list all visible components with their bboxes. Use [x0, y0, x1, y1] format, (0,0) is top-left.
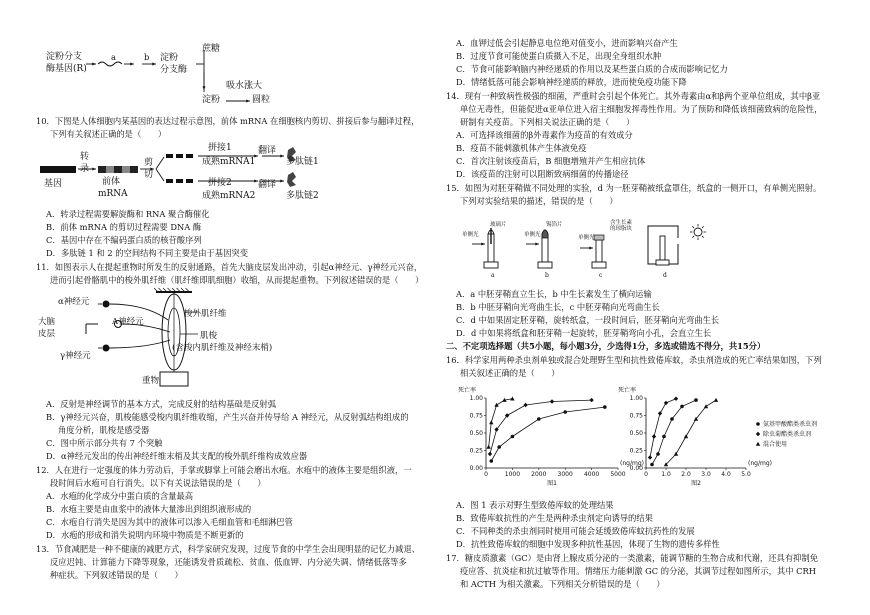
x-tick-label: 4000 — [583, 471, 600, 478]
enzyme-label-2: 分支酶 — [160, 65, 188, 75]
y-tick-label: 0.50 — [629, 430, 643, 437]
y-tick-label: 0.75 — [469, 412, 483, 420]
coleoptile-d-body — [660, 236, 665, 260]
gamma-axon — [109, 340, 170, 348]
arrow-head — [92, 167, 96, 170]
sucrose-label: 蔗糖 — [202, 44, 221, 54]
paper-box — [648, 226, 678, 264]
x-axis-label: (ng/mg) — [620, 460, 644, 467]
y-axis-label: 死亡率 — [458, 387, 477, 394]
transcribe-label-2: 录 — [80, 164, 90, 174]
label-d: d — [663, 272, 667, 279]
q10-option-a: A．转录过程需要解旋酶和 RNA 聚合酶催化 — [46, 209, 210, 219]
y-axis-label: 死亡率 — [618, 387, 637, 394]
data-point-diamond — [652, 434, 656, 438]
pre-mrna-label-1: 前体 — [102, 177, 121, 187]
q14-stem-line3: 研制有关疫苗。下列相关说法正确的是（ ） — [460, 117, 635, 127]
sun-ray — [702, 226, 704, 228]
q17-stem-line2: 疫应答、抗炎症和抗过敏等作用。情绪压力能刺激 GC 的分泌，其调节过程如图所示，其中 CRH — [460, 566, 817, 576]
light-b-label: 单侧光 — [524, 232, 541, 238]
cut-branch-up — [156, 157, 164, 169]
fragment-lower — [176, 179, 183, 183]
light-c-label: 单侧光 — [578, 235, 595, 241]
q15-stem-line2: 下列对实验结果的描述，错误的是（ ） — [460, 196, 618, 206]
data-point-triangle — [494, 403, 498, 407]
gene-label-2: 酶基因(R) — [46, 64, 87, 74]
data-point-triangle — [714, 398, 718, 402]
data-point-diamond — [664, 401, 668, 405]
q17-stem-line1: 17．糖皮质激素（GC）是由肾上腺皮质分泌的一类激素，能调节糖的生物合成和代谢，还具有抑制免 — [446, 553, 819, 563]
q15-option-d: D．d 中如果将纸盒和胚芽鞘一起旋转，胚芽鞘弯向小孔，会直立生长 — [456, 328, 712, 338]
q15-option-a: A．a 中胚芽鞘直立生长，b 中生长素发生了横向运输 — [456, 289, 652, 299]
round-label: 圆粒 — [252, 95, 271, 105]
splice2-label: 拼接2 — [208, 178, 232, 188]
series-line — [666, 400, 716, 464]
q13-stem-line3: 种症状。下列叙述错误的是（ ） — [50, 570, 183, 580]
x-tick-label: 1.0 — [661, 471, 671, 478]
x-tick-label: 3000 — [557, 471, 573, 478]
q14-option-c: C．首次注射该疫苗后，B 细胞增殖并产生相应抗体 — [456, 156, 646, 166]
fragment-upper — [166, 154, 173, 158]
cut-label-2: 切 — [144, 170, 154, 180]
data-point-circle — [694, 398, 698, 402]
coleoptile-a-base — [484, 262, 498, 268]
data-point-triangle — [704, 404, 708, 408]
y-tick-label: 0.75 — [629, 412, 643, 420]
mortality-charts — [446, 378, 826, 493]
cut-branch-down — [156, 169, 164, 181]
legend-label: 除虫菊酯类杀虫剂 — [763, 431, 812, 438]
brain-label-1: 大脑 — [38, 317, 56, 327]
agar-label-1: 含生长素 — [610, 220, 633, 226]
chart-title: 图1 — [547, 480, 557, 487]
q14-option-b: B．疫苗不能刺激机体产生体液免疫 — [456, 143, 587, 153]
q13-option-b: B．过度节食可能使蛋白质摄入不足，出现全身组织水肿 — [456, 51, 662, 61]
sun-icon — [694, 228, 702, 236]
chart-title: 图2 — [691, 480, 701, 487]
arrow-head — [280, 154, 284, 157]
legend-marker-triangle — [756, 442, 760, 446]
pre-mrna-segment — [98, 166, 106, 173]
chart-panel-1 — [458, 386, 644, 487]
q13-option-c: C．节食可能影响脑内神经递质的作用以及某些蛋白质的合成而影响记忆力 — [456, 64, 728, 74]
arrow-head — [246, 99, 250, 102]
section-2-title: 二、不定项选择题（共5小题，每小题3分，少选得1分，多选或错选不得分，共15分） — [446, 341, 766, 351]
x-tick-label: 2000 — [531, 471, 547, 478]
q12-stem-line1: 12．人在进行一定强度的体力劳动后，手掌或脚掌上可能会磨出水疱。水疱中的液体主要是组织液，一 — [36, 465, 412, 475]
q16-stem-line1: 16．科学家用两种杀虫剂单独或混合处理野生型和抗性致倦库蚊，杀虫剂造成的死亡率结果如图，下列 — [446, 355, 822, 365]
chart-legend — [756, 420, 817, 448]
q12-stem-line2: 段时间后水疱可自行消失。以下有关说法错误的是（ ） — [50, 478, 266, 488]
x-axis-label: (ng/mg) — [748, 460, 772, 467]
absorb-label: 吸水涨大 — [226, 81, 263, 91]
fragment-upper — [186, 154, 193, 158]
data-point-circle — [497, 445, 501, 449]
arrow-head — [152, 62, 156, 65]
arrow-head — [92, 62, 96, 65]
data-point-triangle — [510, 397, 514, 401]
arrow-head — [280, 179, 284, 182]
mature1-label: 成熟mRNA1 — [202, 157, 256, 167]
q17-stem-line3: 和 ACTH 为相关激素。下列相关分析错误的是（ ） — [460, 579, 665, 589]
y-tick-label: 0.50 — [469, 430, 483, 437]
label-a: a — [491, 272, 495, 279]
data-point-circle — [563, 410, 567, 414]
q11-option-c: C．图中所示部分共有 7 个突触 — [46, 438, 163, 448]
mrna-wave — [98, 62, 122, 66]
y-tick-label: 1.00 — [469, 395, 483, 402]
legend-marker-circle — [756, 422, 760, 426]
data-point-diamond — [488, 452, 492, 456]
q11-option-d: D．α神经元发出的传出神经纤维末梢及其支配的梭外肌纤维构成效应器 — [46, 451, 308, 461]
q14-option-d: D．该疫苗的注射可以阻断致病细菌的传播途径 — [456, 169, 629, 179]
peptide2-icon — [287, 172, 296, 187]
arrow-head — [481, 242, 485, 245]
coleoptile-experiment-diagram — [460, 210, 720, 280]
fragment-upper — [176, 154, 183, 158]
fragment-lower — [186, 179, 193, 183]
chart-panel-2 — [618, 386, 772, 487]
enzyme-label-1: 淀粉 — [160, 53, 179, 63]
arrow-head — [535, 242, 539, 245]
muscle-spindle-label: 肌梭 — [200, 331, 218, 341]
peptide1-label: 多肽链1 — [286, 157, 319, 167]
translate2-label: 翻译 — [258, 180, 277, 190]
q11-stem-line1: 11．如图表示人在提起重物时所发生的反射通路，首先大脑皮层发出冲动，引起α神经元、γ神经元兴奋， — [36, 262, 423, 272]
x-tick-label: 5000 — [610, 471, 626, 478]
data-point-circle — [662, 435, 666, 439]
coleoptile-d-base — [656, 260, 669, 265]
q16-option-c: C．不同种类的杀虫剂同时使用可能会延缓致倦库蚊抗药性的发展 — [456, 526, 695, 536]
q15-stem-line1: 15．如图为对胚芽鞘做不同处理的实验，d 为一胚芽鞘被纸盒罩住，纸盒的一侧开口，有单侧光照射。 — [446, 183, 822, 193]
pre-mrna-label-2: mRNA — [98, 189, 128, 199]
y-tick-label: 0.25 — [629, 447, 643, 455]
q11-option-a: A．反射是神经调节的基本方式，完成反射的结构基础是反射弧 — [46, 399, 277, 409]
coleoptile-b-base — [538, 262, 552, 268]
q11-option-b-cont: 角度分析，肌梭是感受器 — [58, 425, 150, 435]
data-point-diamond — [674, 397, 678, 401]
data-point-circle — [537, 417, 541, 421]
q10-option-c: C．基因中存在不编码蛋白质的核苷酸序列 — [46, 235, 202, 245]
series-line — [650, 399, 676, 458]
a-neuron-label: A神经元 — [112, 317, 144, 327]
q12-option-c: C．水疱自行消失是因为其中的液体可以渗入毛细血管和毛细淋巴管 — [46, 517, 293, 527]
starch-label: 淀粉 — [202, 95, 221, 105]
q13-stem-line1: 13．节食减肥是一种不健康的减肥方式，科学家研究发现，过度节食的中学生会出现明显的记忆力减退、 — [36, 544, 420, 554]
agar-block — [594, 235, 604, 240]
gene-label: 基因 — [44, 179, 63, 189]
inner-fiber-label: (含梭内肌纤维及神经末梢) — [172, 343, 273, 353]
q14-option-a: A．可选择该细菌的β外毒素作为疫苗的有效成分 — [456, 130, 633, 140]
data-point-diamond — [658, 411, 662, 415]
y-tick-label: 0.00 — [469, 465, 483, 472]
x-tick-label: 4.0 — [721, 471, 731, 478]
q10-stem-line1: 10．下图是人体细胞内某基因的表达过程示意图，前体 mRNA 在细胞核内剪切、拼接后参与翻译过程， — [36, 116, 420, 126]
x-tick-label: 2.0 — [681, 471, 691, 478]
data-point-circle — [511, 435, 515, 439]
light-a-label: 单侧光 — [462, 232, 479, 238]
x-tick-label: 0 — [644, 471, 648, 478]
data-point-circle — [650, 463, 654, 467]
y-tick-label: 0.25 — [469, 447, 483, 455]
gamma-neuron-body — [103, 345, 110, 352]
q15-option-b: B．b 中胚芽鞘向光弯曲生长，c 中胚芽鞘向光弯曲生长 — [456, 302, 660, 312]
x-tick-label: 5.0 — [741, 471, 751, 478]
q16-option-b: B．致倦库蚊抗性的产生是两种杀虫剂定向诱导的结果 — [456, 513, 653, 523]
label-b: b — [545, 272, 549, 279]
coleoptile-c-base — [592, 262, 606, 268]
gamma-neuron-label: γ神经元 — [60, 351, 91, 361]
q13-stem-line2: 反应迟钝、计算能力下降等现象，还能诱发骨质疏松、贫血、低血钾、内分泌失调、情绪低落等多 — [50, 557, 407, 567]
fragment-lower — [166, 179, 173, 183]
q12-option-d: D．水疱的形成和消失说明内环境中物质是不断更新的 — [46, 530, 244, 540]
data-point-circle — [656, 452, 660, 456]
glass-label: 玻璃片 — [490, 222, 507, 228]
q16-option-a: A．图 1 表示对野生型致倦库蚊的处理结果 — [456, 500, 614, 510]
translate1-label: 翻译 — [258, 146, 277, 156]
data-point-diamond — [589, 398, 593, 402]
legend-label: 混合使用 — [763, 441, 788, 448]
y-tick-label: 0.00 — [629, 465, 643, 472]
weight-label: 重物 — [142, 376, 160, 386]
arrow-head — [589, 246, 593, 249]
x-tick-label: 0 — [484, 471, 488, 478]
data-point-circle — [489, 459, 493, 463]
q10-option-b: B．前体 mRNA 的剪切过程需要 DNA 酶 — [46, 222, 202, 232]
transcribe-label-1: 转 — [80, 152, 90, 162]
q15-option-c: C．d 中如果固定胚芽鞘，旋转纸盒，一段时间后，胚芽鞘向光弯曲生长 — [456, 315, 720, 325]
alpha-neuron-body — [103, 301, 110, 308]
q16-option-d: D．抗性致倦库蚊的细胞中发现多种抗性基因，体现了生物的遗传多样性 — [456, 539, 720, 549]
data-point-triangle — [684, 434, 688, 438]
data-point-diamond — [523, 403, 527, 407]
q14-stem-line2: 单位无毒性，但能促进α亚单位进入宿主细胞发挥毒性作用。为了预防和降低该细菌致病的危险性， — [460, 104, 823, 114]
data-point-circle — [670, 417, 674, 421]
gene-label-1: 淀粉分支 — [46, 52, 83, 62]
x-tick-label: 1000 — [504, 471, 521, 478]
cut-label-1: 剪 — [144, 158, 154, 168]
agar-label-2: 的琼脂块 — [610, 226, 633, 232]
q14-stem-line1: 14．现有一种致病性极强的细菌，严重时会引起个体死亡。其外毒素由α和β两个亚单位组成，其中β亚 — [446, 91, 821, 101]
coleoptile-c-body — [596, 240, 602, 262]
sun-ray — [702, 236, 704, 238]
pre-mrna-segment — [106, 166, 114, 173]
y-tick-label: 1.00 — [629, 395, 643, 402]
data-point-triangle — [486, 445, 490, 449]
q16-stem-line2: 相关叙述正确的是（ ） — [460, 368, 560, 378]
data-point-diamond — [648, 455, 652, 459]
legend-marker-diamond — [756, 432, 760, 436]
data-point-diamond — [550, 399, 554, 403]
arrow-head — [202, 86, 205, 90]
arrow-b-label: b — [144, 52, 150, 62]
q12-option-a: A．水疱的化学成分中蛋白质的含量最高 — [46, 491, 194, 501]
pre-mrna-segment — [122, 166, 130, 173]
legend-label: 氨基甲酸酯类杀虫剂 — [763, 421, 818, 428]
alpha-neuron-label: α神经元 — [58, 297, 90, 307]
q11-option-b: B．γ神经元兴奋，肌梭能感受梭内肌纤维收缩，产生兴奋并传导给 A 神经元，从反射弧结构组成的 — [46, 412, 409, 422]
weight-box — [160, 372, 188, 386]
q10-option-d: D．多肽链 1 和 2 的空间结构不同主要是由于基因突变 — [46, 248, 248, 258]
q13-option-d: D．情绪低落可能会影响神经递质的释放，进而使免疫功能下降 — [456, 77, 687, 87]
outer-fiber-label: 梭外肌纤维 — [184, 309, 227, 319]
series-line — [490, 400, 592, 454]
x-tick-label: 3.0 — [701, 471, 711, 478]
mature2-label: 成熟mRNA2 — [202, 191, 256, 201]
peptide2-label: 多肽链2 — [286, 191, 319, 201]
arrow-head — [130, 62, 134, 65]
sun-ray — [692, 236, 694, 238]
sun-ray — [692, 226, 694, 228]
q12-option-b: B．水疱主要是由血浆中的液体大量渗出到组织液形成的 — [46, 504, 252, 514]
data-point-circle — [603, 405, 607, 409]
label-c: c — [599, 272, 603, 279]
data-point-circle — [680, 405, 684, 409]
gene-bar — [40, 166, 76, 173]
q10-stem-line2: 下列有关叙述正确的是（ ） — [50, 129, 167, 139]
q11-stem-line2: 进而引起骨骼肌中的梭外肌纤维（肌纤维即肌细胞）收缩，从而提起重物。下列叙述错误的是（ ） — [50, 275, 424, 285]
data-point-triangle — [489, 420, 493, 424]
pre-mrna-segment — [114, 166, 122, 173]
arrow-a-label: a — [111, 52, 116, 62]
brain-label-2: 皮层 — [38, 329, 56, 339]
q13-option-a: A．血钾过低会引起静息电位绝对值变小，进而影响兴奋产生 — [456, 38, 678, 48]
data-point-triangle — [674, 452, 678, 456]
pre-mrna-segment — [130, 166, 138, 173]
splice1-label: 拼接1 — [208, 143, 232, 153]
tinfoil-label: 锡箔片 — [546, 222, 563, 228]
